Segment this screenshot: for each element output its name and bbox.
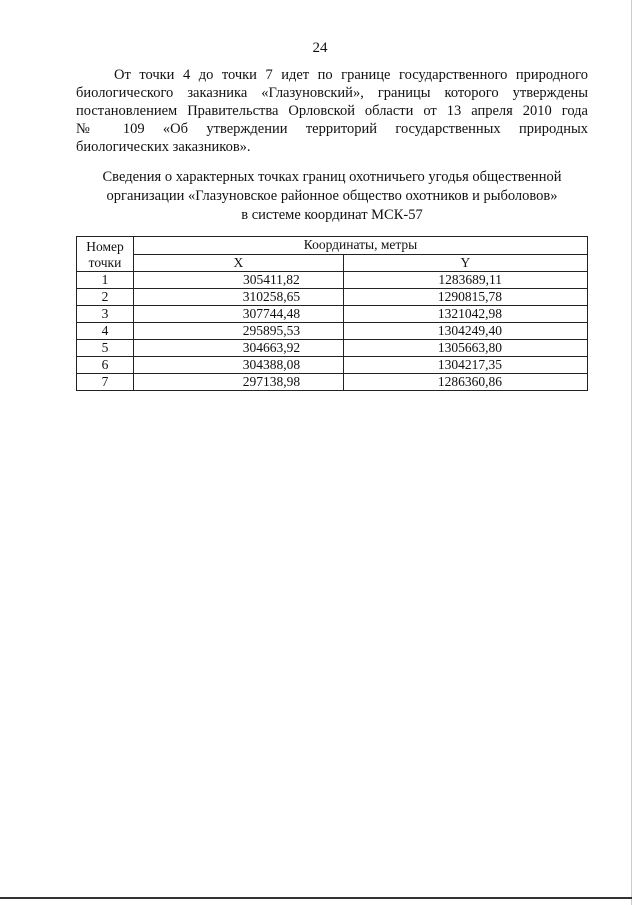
point-number-cell: 1 bbox=[77, 272, 134, 289]
point-number-cell: 5 bbox=[77, 340, 134, 357]
scan-edge-line bbox=[631, 0, 632, 905]
heading-line: организации «Глазуновское районное общество охотников и рыболовов» bbox=[106, 188, 558, 204]
x-cell: 295895,53 bbox=[134, 323, 344, 340]
scan-bottom-line bbox=[0, 897, 632, 899]
x-header: X bbox=[134, 254, 344, 272]
table-row bbox=[77, 357, 588, 374]
y-cell: 1305663,80 bbox=[343, 340, 587, 357]
point-number-cell: 2 bbox=[77, 289, 134, 306]
x-cell: 310258,65 bbox=[134, 289, 344, 306]
paragraph-line: № 109 «Об утверждении территорий государственных природных bbox=[76, 121, 588, 137]
coordinates-header: Координаты, метры bbox=[134, 237, 588, 255]
x-cell: 304388,08 bbox=[134, 357, 344, 374]
table-row bbox=[77, 306, 588, 323]
heading-line: Сведения о характерных точках границ охотничьего угодья общественной bbox=[102, 169, 562, 185]
table-row bbox=[77, 374, 588, 391]
point-number-cell: 6 bbox=[77, 357, 134, 374]
body-paragraph bbox=[76, 66, 588, 156]
y-cell: 1290815,78 bbox=[343, 289, 587, 306]
point-number-header-line1: Номер bbox=[86, 239, 124, 254]
coordinates-table bbox=[76, 236, 588, 391]
paragraph-line: биологического заказника «Глазуновский», границы которого утверждены bbox=[76, 85, 588, 101]
heading-line: в системе координат МСК-57 bbox=[241, 207, 423, 223]
table-subheader-row bbox=[77, 254, 588, 272]
x-cell: 305411,82 bbox=[134, 272, 344, 289]
point-number-cell: 3 bbox=[77, 306, 134, 323]
x-cell: 297138,98 bbox=[134, 374, 344, 391]
x-cell: 304663,92 bbox=[134, 340, 344, 357]
point-number-cell: 4 bbox=[77, 323, 134, 340]
table-heading bbox=[76, 168, 588, 225]
page-number: 24 bbox=[312, 40, 328, 56]
table-row bbox=[77, 323, 588, 340]
y-cell: 1283689,11 bbox=[343, 272, 587, 289]
point-number-cell: 7 bbox=[77, 374, 134, 391]
table-row bbox=[77, 340, 588, 357]
point-number-header-line2: точки bbox=[88, 255, 122, 270]
y-header: Y bbox=[343, 254, 587, 272]
paragraph-line: От точки 4 до точки 7 идет по границе государственного природного bbox=[114, 67, 588, 83]
point-number-header bbox=[77, 237, 134, 272]
y-cell: 1304249,40 bbox=[343, 323, 587, 340]
table-header-row bbox=[77, 237, 588, 255]
y-cell: 1321042,98 bbox=[343, 306, 587, 323]
table-row bbox=[77, 289, 588, 306]
paragraph-line: постановлением Правительства Орловской области от 13 апреля 2010 года bbox=[76, 103, 588, 119]
x-cell: 307744,48 bbox=[134, 306, 344, 323]
y-cell: 1286360,86 bbox=[343, 374, 587, 391]
paragraph-line: биологических заказников». bbox=[76, 139, 251, 155]
table-row bbox=[77, 272, 588, 289]
y-cell: 1304217,35 bbox=[343, 357, 587, 374]
